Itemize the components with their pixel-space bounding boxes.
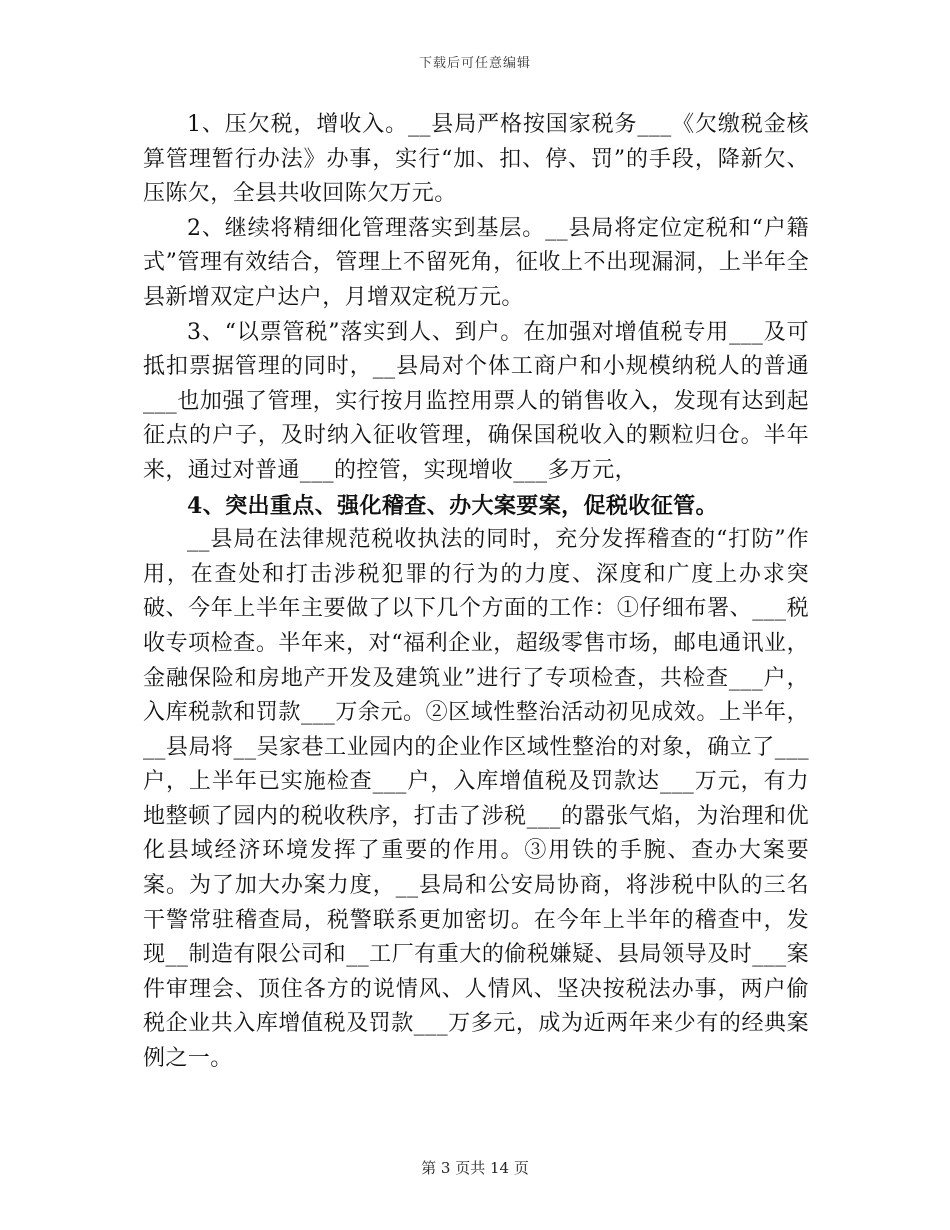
page-header: 下载后可任意编辑 — [418, 56, 531, 71]
document-body — [143, 108, 809, 1077]
paragraph-arrears-tax: 1、压欠税，增收入。__县局严格按国家税务___《欠缴税金核算管理暂行办法》办事，实行“加、扣、停、罚”的手段，降新欠、压陈欠，全县共收回陈欠万元。 — [143, 112, 809, 207]
page-number: 第 3 页共 14 页 — [421, 1159, 529, 1177]
paragraph-invoice-control: 3、“以票管税”落实到人、到户。在加强对增值税专用___及可抵扣票据管理的同时，__县局对个体工商户和小规模纳税人的普通___也加强了管理，实行按月监控用票人的销售收入，发现有达到起征点的户子，及时纳入征收管理，确保国税收入的颗粒归仓。半年来，通过对普通___的控管，实现增收___多万元， — [143, 319, 809, 483]
paragraph-inspection-work: __县局在法律规范税收执法的同时，充分发挥稽查的“打防”作用，在查处和打击涉税犯罪的行为的力度、深度和广度上办求突破、今年上半年主要做了以下几个方面的工作：①仔细布署、___税收专项检查。半年来，对“福利企业，超级零售市场，邮电通讯业，金融保险和房地产开发及建筑业”进行了专项检查，共检查___户，入库税款和罚款___万余元。②区域性整治活动初见成效。上半年，__县局将__吴家巷工业园内的企业作区域性整治的对象，确立了___户，上半年已实施检查___户，入库增值税及罚款达___万元，有力地整顿了园内的税收秩序，打击了涉税___的嚣张气焰，为治理和优化县域经济环境发挥了重要的作用。③用铁的手腕、查办大案要案。为了加大办案力度，__县局和公安局协商，将涉税中队的三名干警常驻稽查局，税警联系更加密切。在今年上半年的稽查中，发现__制造有限公司和__工厂有重大的偷税嫌疑、县局领导及时___案件审理会、顶住各方的说情风、人情风、坚决按税法办事，两户偷税企业共入库增值税及罚款___万多元，成为近两年来少有的经典案例之一。 — [143, 527, 809, 1072]
paragraph-refined-management: 2、继续将精细化管理落实到基层。__县局将定位定税和“户籍式”管理有效结合，管理上不留死角，征收上不出现漏洞，上半年全县新增双定户达户，月增双定税万元。 — [143, 215, 809, 310]
section-heading-inspection: 4、突出重点、强化稽查、办大案要案，促税收征管。 — [187, 492, 718, 519]
